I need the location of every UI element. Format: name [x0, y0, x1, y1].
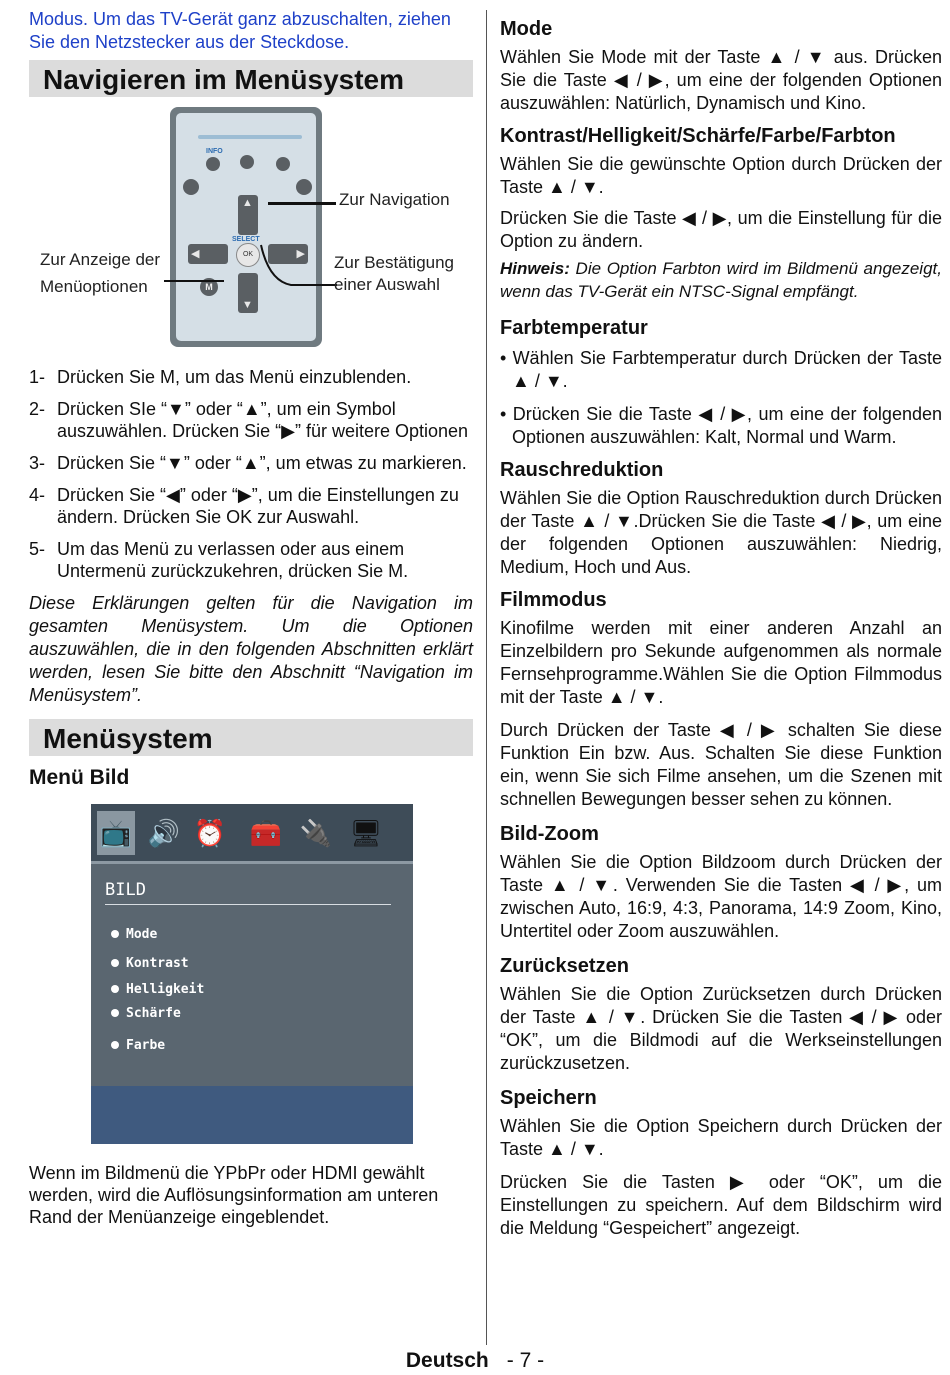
- label-confirm-line2: einer Auswahl: [334, 275, 440, 294]
- heading-bild-zoom: Bild-Zoom: [500, 823, 599, 845]
- right-arrow-button[interactable]: ▶: [268, 244, 308, 264]
- save-text-2: Drücken Sie die Tasten ▶ oder “OK”, um die Einstellungen zu speichern. Auf dem Bildschirm wird die Meldung “Gespeichert” angezeigt.: [500, 1172, 942, 1238]
- section-title-menusystem: Menüsystem: [29, 719, 473, 756]
- up-arrow-button[interactable]: ▲: [238, 195, 258, 235]
- label-menu-line2: Menüoptionen: [40, 277, 148, 296]
- footer-language: Deutsch: [405, 1349, 489, 1372]
- menu-item-farbe[interactable]: Farbe: [111, 1038, 165, 1053]
- step-item: 3- Drücken Sie “▼” oder “▲”, um etwas zu markieren.: [29, 453, 467, 473]
- remote-illustration: [29, 103, 473, 358]
- resolution-info-text: Wenn im Bildmenü die YPbPr oder HDMI gewählt werden, wird die Auflösungsinformation am unteren Rand der Menüanzeige eingeblendet.: [29, 1163, 439, 1227]
- heading-farbtemperatur: Farbtemperatur: [500, 317, 648, 339]
- picture-icon[interactable]: 📺: [97, 811, 135, 855]
- left-arrow-button[interactable]: ◀: [188, 244, 228, 264]
- down-arrow-button[interactable]: ▼: [238, 273, 258, 313]
- menu-item-schaerfe[interactable]: Schärfe: [111, 1006, 181, 1021]
- save-text-1: Wählen Sie die Option Speichern durch Drücken der Taste ▲ / ▼.: [500, 1116, 942, 1159]
- label-menu-line1: Zur Anzeige der: [40, 250, 161, 269]
- clock-icon[interactable]: ⏰: [193, 817, 227, 848]
- menu-icon-bar: [91, 804, 413, 864]
- toolbox-icon[interactable]: 🧰: [249, 817, 283, 848]
- zoom-text: Wählen Sie die Option Bildzoom durch Drücken der Taste ▲ / ▼. Verwenden Sie die Tasten ◀ / ▶, um zwischen Auto, 16:9, 4:3, Panorama, 14:9 Zoom, Kino, Untertitel oder Zoom auszuwählen.: [500, 852, 942, 941]
- ok-button[interactable]: OK: [236, 243, 260, 267]
- intro-text: Modus. Um das TV-Gerät ganz abzuschalten, ziehen Sie den Netzstecker aus der Steckdose.: [29, 9, 451, 52]
- heading-mode: Mode: [500, 18, 553, 40]
- step-item: 2- Drücken SIe “▼” oder “▲”, um ein Symbol auszuwählen. Drücken Sie “▶” für weitere Optionen: [29, 399, 469, 441]
- menu-item-mode[interactable]: Mode: [111, 927, 157, 942]
- menu-screenshot: [91, 804, 413, 1144]
- navigation-note: Diese Erklärungen gelten für die Navigation im gesamten Menüsystem. Um die Optionen auszuwählen, die in den folgenden Abschnitten erklärt werden, lesen Sie bitte den Abschnitt “Navigation im Menüsystem”.: [29, 593, 473, 705]
- label-confirm-line1: Zur Bestätigung: [334, 253, 455, 272]
- info-label: INFO: [206, 148, 223, 155]
- menu-info-bar: [91, 1086, 413, 1144]
- page-number: - 7 -: [506, 1349, 545, 1372]
- step-item: 1- Drücken Sie M, um das Menü einzublenden.: [29, 367, 412, 387]
- step-item: 5- Um das Menü zu verlassen oder aus einem Untermenü zurückzukehren, drücken Sie M.: [29, 539, 409, 581]
- navigation-steps: [29, 366, 473, 582]
- heading-filmmodus: Filmmodus: [500, 589, 607, 611]
- farbtemp-bullet-2: • Drücken Sie die Taste ◀ / ▶, um eine der folgenden Optionen auszuwählen: Kalt, Normal und Warm.: [500, 404, 942, 447]
- kontrast-text-1: Wählen Sie die gewünschte Option durch Drücken der Taste ▲ / ▼.: [500, 154, 942, 197]
- kontrast-note: Hinweis: Die Option Farbton wird im Bildmenü angezeigt, wenn das TV-Gerät ein NTSC-Signal empfängt.: [500, 259, 942, 301]
- left-column: [29, 8, 473, 1228]
- column-divider: [486, 10, 487, 1345]
- heading-zuruecksetzen: Zurücksetzen: [500, 955, 629, 977]
- section-title-navigation: Navigieren im Menüsystem: [29, 60, 473, 97]
- pc-monitor-icon[interactable]: 🖥: [349, 817, 383, 848]
- menu-panel: [91, 864, 413, 1086]
- label-navigation: Zur Navigation: [339, 190, 450, 209]
- step-item: 4- Drücken Sie “◀” oder “▶”, um die Einstellungen zu ändern. Drücken Sie OK zur Auswahl.: [29, 485, 459, 527]
- heading-speichern: Speichern: [500, 1087, 597, 1109]
- page-footer: [0, 1349, 950, 1373]
- right-column: [500, 8, 942, 1240]
- sound-icon[interactable]: 🔊: [147, 817, 181, 848]
- heading-rauschreduktion: Rauschreduktion: [500, 459, 664, 481]
- heading-kontrast: Kontrast/Helligkeit/Schärfe/Farbe/Farbton: [500, 125, 896, 147]
- menu-m-button[interactable]: M: [200, 278, 218, 296]
- film-text-2: Durch Drücken der Taste ◀ / ▶ schalten Sie diese Funktion Ein bzw. Aus. Schalten Sie diese Funktion ein, wenn Sie sich Filme ansehen, um die Szenen mit schnellen Bewegungen besser sehen zu können.: [500, 720, 942, 809]
- cable-icon[interactable]: 🔌: [299, 817, 333, 848]
- menu-item-helligkeit[interactable]: Helligkeit: [111, 982, 204, 997]
- subsection-title-menu-bild: Menü Bild: [29, 766, 130, 789]
- kontrast-text-2: Drücken Sie die Taste ◀ / ▶, um die Einstellung für die Option zu ändern.: [500, 208, 942, 251]
- reset-text: Wählen Sie die Option Zurücksetzen durch Drücken der Taste ▲ / ▼. Drücken Sie die Tasten ◀ / ▶ oder “OK”, um die Bildmodi auf die Werkseinstellungen zurückzusetzen.: [500, 984, 942, 1073]
- mode-text: Wählen Sie Mode mit der Taste ▲ / ▼ aus. Drücken Sie die Taste ◀ / ▶, um eine der folgenden Optionen auszuwählen: Natürlich, Dynamisch und Kino.: [500, 47, 942, 113]
- rausch-text: Wählen Sie die Option Rauschreduktion durch Drücken der Taste ▲ / ▼.Drücken Sie die Taste ◀ / ▶, um eine der folgenden Optionen auszuwählen: Niedrig, Medium, Hoch und Aus.: [500, 488, 942, 577]
- film-text-1: Kinofilme werden mit einer anderen Anzahl an Einzelbildern pro Sekunde aufgenommen als normale Fernsehprogramme.Wählen Sie die Option Filmmodus mit der Taste ▲ / ▼.: [500, 618, 942, 707]
- select-label: SELECT: [232, 236, 260, 243]
- menu-title: BILD: [105, 880, 146, 900]
- remote-control-image: [170, 107, 322, 347]
- farbtemp-bullet-1: • Wählen Sie Farbtemperatur durch Drücken der Taste ▲ / ▼.: [500, 348, 942, 391]
- menu-item-kontrast[interactable]: Kontrast: [111, 956, 189, 971]
